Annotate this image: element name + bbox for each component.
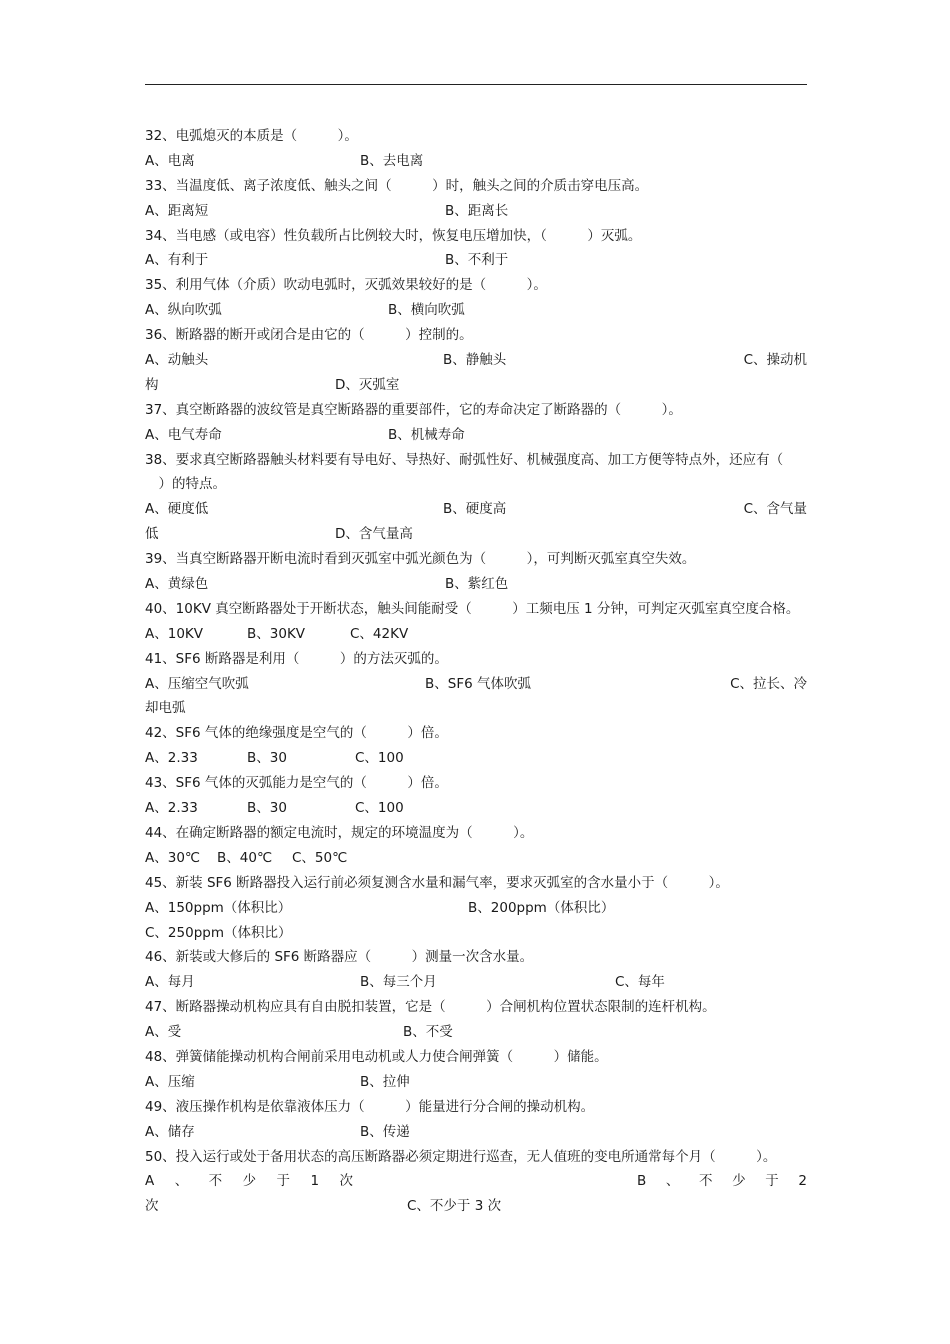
option-text: B、不利于 <box>445 252 509 269</box>
line-text: A、有利于 <box>145 252 209 269</box>
text-line <box>145 1120 807 1145</box>
line-text: 35、利用气体（介质）吹动电弧时，灭弧效果较好的是（ ）。 <box>145 277 547 294</box>
option-text: B、紫红色 <box>445 576 509 593</box>
option-text: C、含气量 <box>743 501 807 518</box>
line-text: 50、投入运行或处于备用状态的高压断路器必须定期进行巡查，无人值班的变电所通常每个月（ ）。 <box>145 1148 777 1165</box>
line-text: A、硬度低 <box>145 501 209 518</box>
line-text: 44、在确定断路器的额定电流时，规定的环境温度为（ ）。 <box>145 824 534 841</box>
option-text: B、每三个月 <box>360 974 437 991</box>
text-line <box>145 248 807 273</box>
line-text: 45、新装 SF6 断路器投入运行前必须复测含水量和漏气率，要求灭弧室的含水量小于（ ）。 <box>145 874 729 891</box>
line-text: 32、电弧熄灭的本质是（ ）。 <box>145 128 358 144</box>
line-text: 46、新装或大修后的 SF6 断路器应（ ）测量一次含水量。 <box>145 949 534 966</box>
text-line <box>145 547 807 572</box>
line-text: 40、10KV 真空断路器处于开断状态，触头间能耐受（ ）工频电压 1 分钟，可判定灭弧室真空度合格。 <box>145 600 800 617</box>
line-text: A、压缩 <box>145 1073 195 1090</box>
line-text: 43、SF6 气体的灭弧能力是空气的（ ）倍。 <box>145 775 448 792</box>
text-line <box>145 522 807 547</box>
text-line <box>145 921 807 946</box>
line-text: 38、要求真空断路器触头材料要有导电好、导热好、耐弧性好、机械强度高、加工方便等特点外，还应有（ <box>145 451 784 468</box>
text-segment: B <box>637 1173 647 1190</box>
header-rule <box>145 84 807 85</box>
line-text: A、动触头 <box>145 352 209 369</box>
line-text: 34、当电感（或电容）性负载所占比例较大时，恢复电压增加快，（ ）灭弧。 <box>145 227 642 244</box>
text-line <box>145 199 807 224</box>
text-line <box>145 124 807 149</box>
option-text: B、传递 <box>360 1123 410 1140</box>
option-text: C、42KV <box>350 625 409 642</box>
option-text: B、横向吹弧 <box>388 302 465 319</box>
text-line <box>145 995 807 1020</box>
text-line <box>145 1169 807 1194</box>
text-line <box>145 1145 807 1170</box>
text-line <box>145 273 807 298</box>
option-text: B、不受 <box>403 1024 453 1041</box>
text-line <box>145 1070 807 1095</box>
text-line <box>145 149 807 174</box>
text-line <box>145 746 807 771</box>
text-line <box>145 298 807 323</box>
option-text: C、每年 <box>615 974 665 991</box>
option-text: B、硬度高 <box>443 501 507 518</box>
text-line <box>145 871 807 896</box>
option-text: B、30 <box>247 750 287 767</box>
text-line <box>145 672 807 697</box>
option-text: C、拉长、冷 <box>730 675 807 692</box>
text-segment: 1 <box>310 1173 320 1190</box>
text-line <box>145 348 807 373</box>
option-text: C、50℃ <box>292 849 348 866</box>
line-text: A、储存 <box>145 1123 195 1140</box>
text-line <box>145 323 807 348</box>
line-text: 36、断路器的断开或闭合是由它的（ ）控制的。 <box>145 327 473 344</box>
line-text: A、黄绿色 <box>145 576 209 593</box>
text-segment: 次 <box>339 1173 353 1190</box>
text-line <box>145 647 807 672</box>
option-text: B、静触头 <box>443 352 507 369</box>
line-text: A、30℃ <box>145 849 201 866</box>
line-text: 构 <box>145 376 159 393</box>
text-line <box>145 970 807 995</box>
option-text: C、不少于 3 次 <box>407 1198 502 1215</box>
line-text: 48、弹簧储能操动机构合闸前采用电动机或人力使合闸弹簧（ ）储能。 <box>145 1048 608 1065</box>
line-text: A、2.33 <box>145 800 198 817</box>
text-line <box>145 1045 807 1070</box>
line-text: C、250ppm（体积比） <box>145 924 292 941</box>
line-text: A、压缩空气吹弧 <box>145 675 249 692</box>
line-text: 却电弧 <box>145 700 186 717</box>
option-text: B、30KV <box>247 625 306 642</box>
option-text: C、操动机 <box>743 352 807 369</box>
line-text: 42、SF6 气体的绝缘强度是空气的（ ）倍。 <box>145 725 448 742</box>
text-line <box>145 821 807 846</box>
option-text: C、100 <box>355 800 404 817</box>
text-line <box>145 398 807 423</box>
line-text: 次 <box>145 1198 159 1215</box>
option-text: B、200ppm（体积比） <box>468 899 615 916</box>
text-segment: 、 <box>665 1173 680 1190</box>
line-text: 41、SF6 断路器是利用（ ）的方法灭弧的。 <box>145 650 448 667</box>
question-list <box>145 124 807 1219</box>
line-text: A、每月 <box>145 974 195 991</box>
line-text: 低 <box>145 526 159 543</box>
option-text: B、距离长 <box>445 202 509 219</box>
text-segment: 不 <box>699 1173 713 1190</box>
text-segment: 2 <box>798 1173 807 1190</box>
text-line <box>145 796 807 821</box>
option-text: B、拉伸 <box>360 1073 410 1090</box>
text-line <box>145 896 807 921</box>
line-text: ）的特点。 <box>145 476 226 493</box>
text-line <box>145 1095 807 1120</box>
line-text: A、150ppm（体积比） <box>145 899 292 916</box>
text-segment: 不 <box>208 1173 223 1190</box>
option-text: B、SF6 气体吹弧 <box>425 675 531 692</box>
text-line <box>145 846 807 871</box>
line-text: A、纵向吹弧 <box>145 302 222 319</box>
text-segment: 、 <box>174 1173 189 1190</box>
text-segment: 少 <box>242 1173 257 1190</box>
text-line <box>145 572 807 597</box>
line-text: 39、当真空断路器开断电流时看到灭弧室中弧光颜色为（ ），可判断灭弧室真空失效。 <box>145 551 696 568</box>
line-text: A、距离短 <box>145 202 209 219</box>
option-text: B、去电离 <box>360 152 424 169</box>
text-line <box>145 1194 807 1219</box>
line-text: A、受 <box>145 1024 182 1041</box>
text-line <box>145 597 807 622</box>
text-line <box>145 373 807 398</box>
text-line <box>145 423 807 448</box>
text-line <box>145 696 807 721</box>
option-text: B、30 <box>247 800 287 817</box>
text-segment: A <box>145 1173 155 1190</box>
text-line <box>145 1020 807 1045</box>
text-line <box>145 721 807 746</box>
text-line <box>145 622 807 647</box>
text-line <box>145 448 807 473</box>
line-text: A、电离 <box>145 152 195 169</box>
text-line <box>145 472 807 497</box>
text-line <box>145 945 807 970</box>
line-text: A、10KV <box>145 625 204 642</box>
line-text: A、2.33 <box>145 750 198 767</box>
text-line <box>145 771 807 796</box>
text-segment: 少 <box>732 1173 746 1190</box>
line-text: 37、真空断路器的波纹管是真空断路器的重要部件，它的寿命决定了断路器的（ ）。 <box>145 401 682 418</box>
option-text: B、机械寿命 <box>388 426 465 443</box>
line-text: A、电气寿命 <box>145 426 222 443</box>
line-text: 49、液压操作机构是依靠液体压力（ ）能量进行分合闸的操动机构。 <box>145 1098 595 1115</box>
option-text: B、40℃ <box>217 849 273 866</box>
text-segment: 于 <box>765 1173 779 1190</box>
option-text: C、100 <box>355 750 404 767</box>
line-text: 47、断路器操动机构应具有自由脱扣装置，它是（ ）合闸机构位置状态限制的连杆机构。 <box>145 999 716 1016</box>
text-line <box>145 224 807 249</box>
text-segment: 于 <box>276 1173 290 1190</box>
text-line <box>145 174 807 199</box>
option-text: D、灭弧室 <box>335 376 400 393</box>
option-text: D、含气量高 <box>335 526 413 543</box>
text-line <box>145 497 807 522</box>
line-text: 33、当温度低、离子浓度低、触头之间（ ）时，触头之间的介质击穿电压高。 <box>145 177 649 194</box>
